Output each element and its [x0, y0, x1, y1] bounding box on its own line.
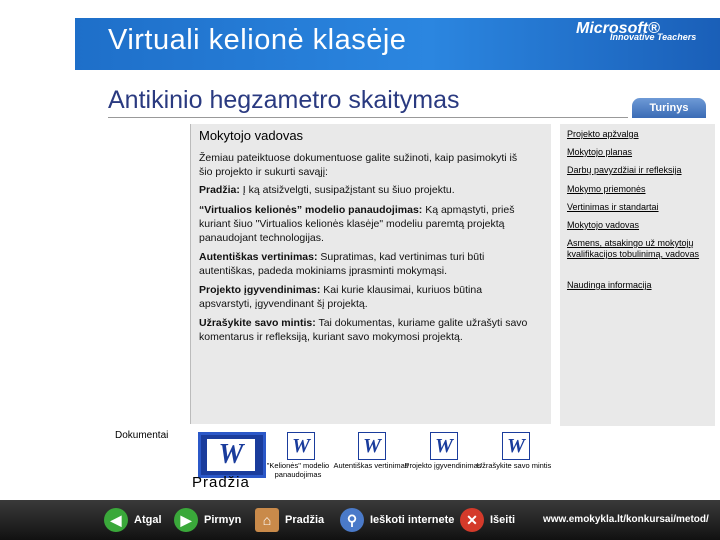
home-icon: ⌂ — [255, 508, 279, 532]
contents-tab[interactable]: Turinys — [632, 98, 706, 118]
word-doc-icon-vertinimas[interactable] — [358, 432, 386, 460]
nav-home-button[interactable] — [255, 505, 324, 535]
word-letter: W — [507, 435, 525, 457]
item-mintys — [199, 316, 529, 344]
nav-home-label: Pradžia — [285, 514, 325, 526]
pradzia-word-icon[interactable] — [198, 432, 266, 478]
item-vertinimas — [199, 250, 529, 278]
item-term: Pradžia: — [199, 184, 240, 196]
sidebar-link-asmens-vadovas[interactable]: Asmens, atsakingo už mokytojų kvalifikacijos tobulinimą, vadovas — [567, 238, 700, 259]
close-icon: ✕ — [460, 508, 484, 532]
sidebar-link-mokymo-priemones[interactable]: Mokymo priemonės — [567, 184, 646, 194]
sidebar-link-darbu-pavyzdziai[interactable]: Darbų pavyzdžiai ir refleksija — [567, 165, 682, 175]
doc-caption-vertinimas[interactable]: Autentiškas vertinimas — [333, 461, 409, 470]
item-pradzia — [199, 183, 529, 197]
sidebar-link-mokytojo-vadovas[interactable]: Mokytojo vadovas — [567, 220, 640, 230]
item-term: “Virtualios kelionės” modelio panaudojimas: — [199, 204, 423, 216]
sidebar-link-naudinga-informacija[interactable]: Naudinga informacija — [567, 280, 652, 290]
item-term: Užrašykite savo mintis: — [199, 317, 316, 329]
item-term: Projekto įgyvendinimas: — [199, 284, 321, 296]
nav-exit-button[interactable] — [460, 505, 515, 535]
nav-exit-label: Išeiti — [490, 514, 516, 526]
magnifier-icon: ⚲ — [340, 508, 364, 532]
innovative-teachers-label: Innovative Teachers — [610, 32, 697, 42]
item-text: Supratimas, kad vertinimas turi būti autentiškas, padeda mokiniams įprasminti mokymąsi. — [199, 251, 485, 277]
sidebar-link-projekto-apzvalga[interactable]: Projekto apžvalga — [567, 129, 639, 139]
item-text: Į ką atsižvelgti, susipažįstant su šiuo projektu. — [239, 184, 455, 196]
banner-title: Virtuali kelionė klasėje — [108, 24, 407, 56]
pradzia-document-label[interactable]: Pradžia — [192, 474, 250, 491]
documents-label: Dokumentai — [115, 430, 169, 441]
nav-search-button[interactable] — [340, 505, 454, 535]
item-modelio-panaudojimas — [199, 203, 529, 245]
arrow-left-icon: ◀ — [104, 508, 128, 532]
word-doc-icon-mintys[interactable] — [502, 432, 530, 460]
word-doc-icon-igyvendinimas[interactable] — [430, 432, 458, 460]
word-letter: W — [207, 439, 255, 471]
item-text: Tai dokumentas, kuriame galite užrašyti savo komentarus ir refleksiją, kuriant savo mokymosi projektą. — [199, 317, 528, 343]
sidebar-link-vertinimas[interactable]: Vertinimas ir standartai — [567, 202, 659, 212]
microsoft-logo: Microsoft® — [576, 20, 660, 37]
arrow-right-icon: ▶ — [174, 508, 198, 532]
page-title: Antikinio hegzametro skaitymas — [108, 86, 460, 114]
item-text: Kai kurie klausimai, kuriuos būtina apsvarstyti, įgyvendinant šį projektą. — [199, 284, 483, 310]
site-url[interactable]: www.emokykla.lt/konkursai/metod/ — [543, 514, 709, 525]
word-letter: W — [435, 435, 453, 457]
sidebar-link-mokytojo-planas[interactable]: Mokytojo planas — [567, 147, 633, 157]
nav-search-label: Ieškoti internete — [370, 514, 455, 526]
nav-back-label: Atgal — [134, 514, 162, 526]
left-strip — [0, 0, 75, 500]
nav-back-button[interactable] — [104, 505, 162, 535]
word-doc-icon-modelio[interactable] — [287, 432, 315, 460]
title-divider — [108, 117, 628, 118]
word-letter: W — [363, 435, 381, 457]
doc-caption-modelio[interactable]: "Kelionės" modelio panaudojimas — [266, 461, 330, 479]
nav-forward-label: Pirmyn — [204, 514, 242, 526]
item-term: Autentiškas vertinimas: — [199, 251, 318, 263]
item-text: Ką apmąstyti, prieš kuriant šiuo "Virtualios kelionės klasėje" modeliu paremtą projektą panaudojant technologijas. — [199, 204, 515, 244]
doc-caption-igyvendinimas[interactable]: Projekto įgyvendinimas — [404, 461, 482, 470]
section-heading: Mokytojo vadovas — [199, 128, 304, 143]
doc-caption-mintys[interactable]: Užrašykite savo mintis — [476, 461, 552, 470]
word-letter: W — [292, 435, 310, 457]
item-igyvendinimas — [199, 283, 529, 311]
nav-forward-button[interactable] — [174, 505, 241, 535]
intro-paragraph: Žemiau pateiktuose dokumentuose galite sužinoti, kaip pasimokyti iš šio projekto ir sukurti savąjį: — [199, 152, 518, 178]
